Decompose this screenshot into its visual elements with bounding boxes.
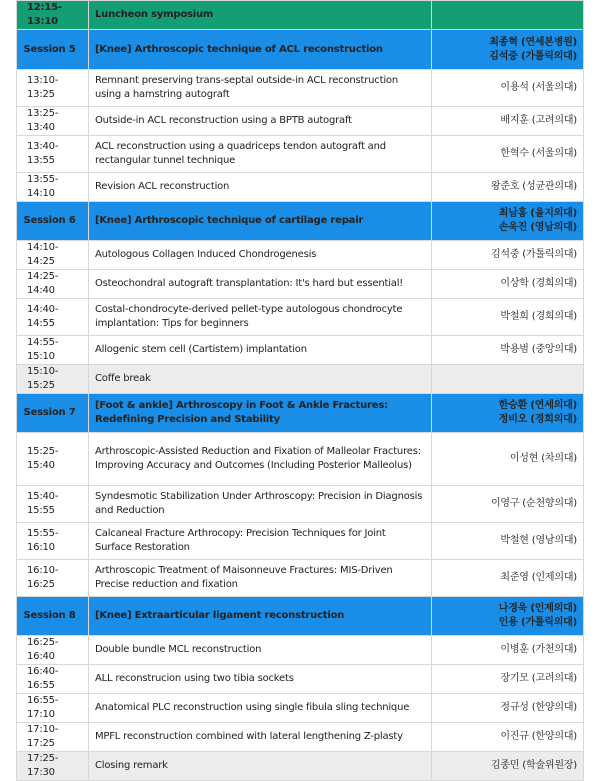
talk-title: Closing remark xyxy=(89,752,432,781)
session-label: Session 5 xyxy=(17,30,89,70)
chair-name: 손욱진 (영남의대) xyxy=(498,222,577,233)
session-label: Session 8 xyxy=(17,597,89,636)
talk-row xyxy=(17,723,584,752)
talk-row xyxy=(17,694,584,723)
talk-title: MPFL reconstruction combined with lateral lengthening Z-plasty xyxy=(89,723,432,752)
time-slot: 13:10-13:25 xyxy=(17,70,89,107)
talk-row xyxy=(17,70,584,107)
time-slot: 14:10-14:25 xyxy=(17,241,89,270)
time-slot: 16:25-16:40 xyxy=(17,636,89,665)
chair-name: 한승환 (연세의대) xyxy=(498,400,577,411)
chair-name: 정비오 (경희의대) xyxy=(498,414,577,425)
speaker-name xyxy=(432,365,584,394)
time-slot: 12:15-13:10 xyxy=(17,1,89,30)
session-title: [Knee] Extraarticular ligament reconstruction xyxy=(89,597,432,636)
talk-title: Anatomical PLC reconstruction using single fibula sling technique xyxy=(89,694,432,723)
talk-row xyxy=(17,136,584,173)
talk-row xyxy=(17,523,584,560)
speaker-name: 이진규 (한양의대) xyxy=(432,723,584,752)
session-chairs xyxy=(432,30,584,70)
chair-name: 김석중 (가톨릭의대) xyxy=(489,50,577,62)
speaker-name: 최준영 (인제의대) xyxy=(432,560,584,597)
talk-row xyxy=(17,336,584,365)
time-slot: 14:25-14:40 xyxy=(17,270,89,299)
talk-row xyxy=(17,665,584,694)
talk-title: Autologous Collagen Induced Chondrogenesis xyxy=(89,241,432,270)
time-slot: 13:40-13:55 xyxy=(17,136,89,173)
time-slot: 13:55-14:10 xyxy=(17,173,89,202)
session-header-row xyxy=(17,30,584,70)
time-slot: 14:40-14:55 xyxy=(17,299,89,336)
talk-row xyxy=(17,107,584,136)
luncheon-row xyxy=(17,1,584,30)
talk-row xyxy=(17,241,584,270)
talk-title: Syndesmotic Stabilization Under Arthroscopy: Precision in Diagnosis and Reduction xyxy=(89,486,432,523)
speaker-name: 박철희 (경희의대) xyxy=(432,299,584,336)
talk-title: Remnant preserving trans-septal outside-in ACL reconstruction using a hamstring autograft xyxy=(89,70,432,107)
speaker-name: 왕준호 (성균관의대) xyxy=(432,173,584,202)
time-slot: 15:55-16:10 xyxy=(17,523,89,560)
session-chairs xyxy=(432,202,584,241)
chair-name: 최남홍 (을지의대) xyxy=(498,208,577,219)
talk-title: ACL reconstruction using a quadriceps tendon autograft and rectangular tunnel technique xyxy=(89,136,432,173)
time-slot: 16:10-16:25 xyxy=(17,560,89,597)
time-slot: 17:25-17:30 xyxy=(17,752,89,781)
time-slot: 13:25-13:40 xyxy=(17,107,89,136)
time-slot: 15:40-15:55 xyxy=(17,486,89,523)
speaker-name xyxy=(432,1,584,30)
program-schedule-table xyxy=(16,0,584,781)
speaker-name: 박용범 (중앙의대) xyxy=(432,336,584,365)
talk-row xyxy=(17,173,584,202)
session-header-row xyxy=(17,394,584,433)
session-title: [Knee] Arthroscopic technique of cartilage repair xyxy=(89,202,432,241)
talk-row xyxy=(17,636,584,665)
schedule-body xyxy=(17,1,584,781)
time-slot: 14:55-15:10 xyxy=(17,336,89,365)
talk-row xyxy=(17,299,584,336)
time-slot: 17:10-17:25 xyxy=(17,723,89,752)
speaker-name: 이용석 (서울의대) xyxy=(432,70,584,107)
speaker-name: 정규성 (한양의대) xyxy=(432,694,584,723)
talk-row xyxy=(17,560,584,597)
session-chairs xyxy=(432,597,584,636)
speaker-name: 이상학 (경희의대) xyxy=(432,270,584,299)
time-slot: 15:10-15:25 xyxy=(17,365,89,394)
speaker-name: 이병훈 (가천의대) xyxy=(432,636,584,665)
session-header-row xyxy=(17,202,584,241)
time-slot: 15:25-15:40 xyxy=(17,433,89,486)
talk-title: Revision ACL reconstruction xyxy=(89,173,432,202)
session-title: [Knee] Arthroscopic technique of ACL reconstruction xyxy=(89,30,432,70)
speaker-name: 김종민 (학술위원장) xyxy=(432,752,584,781)
talk-title: Luncheon symposium xyxy=(89,1,432,30)
talk-title: Arthroscopic Treatment of Maisonneuve Fractures: MIS-Driven Precise reduction and fixation xyxy=(89,560,432,597)
speaker-name: 박철현 (영남의대) xyxy=(432,523,584,560)
time-slot: 16:40-16:55 xyxy=(17,665,89,694)
talk-title: Double bundle MCL reconstruction xyxy=(89,636,432,665)
chair-name: 나경욱 (인제의대) xyxy=(498,603,577,614)
talk-title: Osteochondral autograft transplantation: It's hard but essential! xyxy=(89,270,432,299)
speaker-name: 이성현 (차의대) xyxy=(432,433,584,486)
time-slot: 16:55-17:10 xyxy=(17,694,89,723)
talk-row xyxy=(17,486,584,523)
talk-row xyxy=(17,270,584,299)
talk-title: Coffe break xyxy=(89,365,432,394)
talk-title: Allogenic stem cell (Cartistem) implantation xyxy=(89,336,432,365)
speaker-name: 한혁수 (서울의대) xyxy=(432,136,584,173)
session-header-row xyxy=(17,597,584,636)
session-label: Session 6 xyxy=(17,202,89,241)
speaker-name: 장기모 (고려의대) xyxy=(432,665,584,694)
talk-title: Costal-chondrocyte-derived pellet-type autologous chondrocyte implantation: Tips for beginners xyxy=(89,299,432,336)
chair-name: 최종혁 (연세본병원) xyxy=(489,36,577,48)
session-label: Session 7 xyxy=(17,394,89,433)
session-title: [Foot & ankle] Arthroscopy in Foot & Ankle Fractures: Redefining Precision and Stability xyxy=(89,394,432,433)
session-chairs xyxy=(432,394,584,433)
chair-name: 인용 (가톨릭의대) xyxy=(498,617,577,628)
talk-title: Calcaneal Fracture Arthrocopy: Precision Techniques for Joint Surface Restoration xyxy=(89,523,432,560)
break-row xyxy=(17,752,584,781)
break-row xyxy=(17,365,584,394)
talk-title: ALL reconstrucion using two tibia sockets xyxy=(89,665,432,694)
speaker-name: 배지훈 (고려의대) xyxy=(432,107,584,136)
talk-title: Arthroscopic-Assisted Reduction and Fixation of Malleolar Fractures: Improving Accuracy and Outcomes (Including Posterior Malleolus) xyxy=(89,433,432,486)
speaker-name: 이영구 (순천향의대) xyxy=(432,486,584,523)
talk-title: Outside-in ACL reconstruction using a BPTB autograft xyxy=(89,107,432,136)
speaker-name: 김석중 (가톨릭의대) xyxy=(432,241,584,270)
talk-row xyxy=(17,433,584,486)
